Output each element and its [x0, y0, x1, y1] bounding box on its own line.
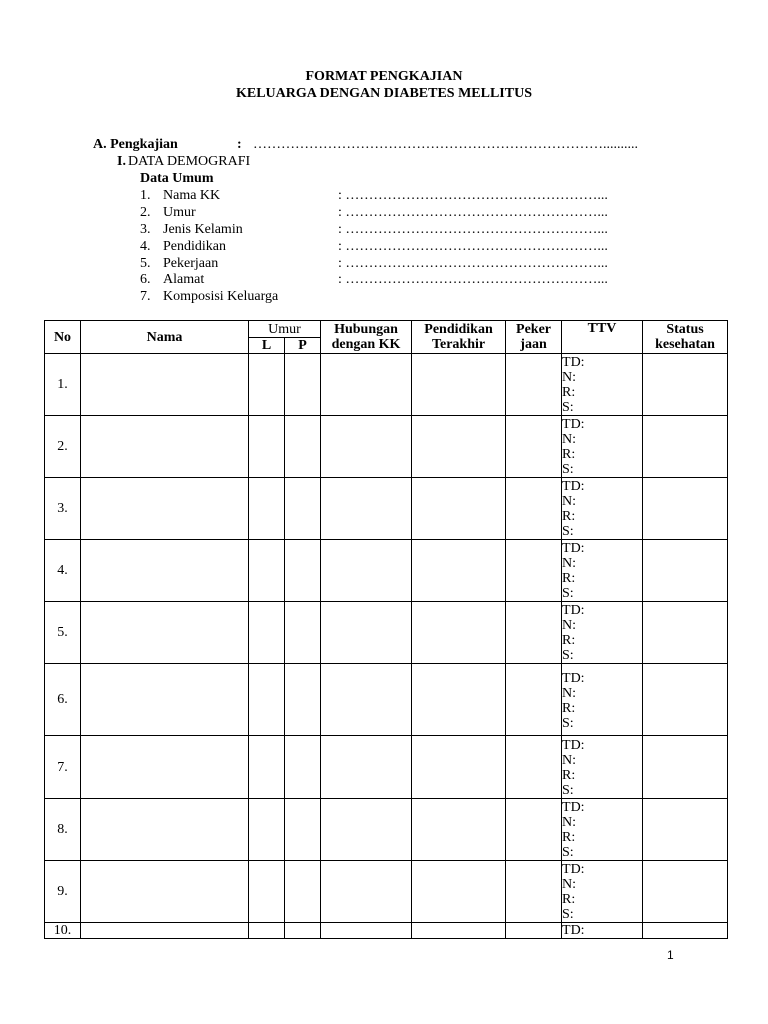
ttv-label: S: — [562, 715, 574, 731]
field-value: : ………………………………………………... — [338, 239, 608, 254]
table-row — [45, 861, 728, 923]
field-label: Nama KK — [163, 188, 221, 203]
cell-pekerjaan[interactable] — [506, 736, 562, 799]
field-number: 7. — [140, 289, 151, 304]
header-hubungan-line-1: Hubungan — [334, 322, 398, 337]
cell-status[interactable] — [643, 923, 728, 939]
ttv-label: N: — [562, 617, 577, 633]
field-value: : ………………………………………………... — [338, 222, 608, 237]
cell-no: 3. — [45, 478, 81, 540]
cell-hubungan[interactable] — [321, 540, 412, 602]
cell-umur-l[interactable] — [249, 602, 285, 664]
cell-pendidikan[interactable] — [412, 861, 506, 923]
ttv-label: N: — [562, 814, 577, 830]
cell-ttv[interactable] — [562, 602, 643, 664]
header-status — [643, 321, 728, 354]
ttv-label: R: — [562, 829, 576, 845]
cell-hubungan[interactable] — [321, 736, 412, 799]
title-line-1: FORMAT PENGKAJIAN — [305, 69, 463, 84]
cell-hubungan[interactable] — [321, 354, 412, 416]
cell-umur-l[interactable] — [249, 664, 285, 736]
cell-umur-p[interactable] — [285, 861, 321, 923]
cell-umur-l[interactable] — [249, 736, 285, 799]
ttv-label: R: — [562, 446, 576, 462]
field-value: : ………………………………………………... — [338, 205, 608, 220]
section-i-number: I. — [117, 154, 126, 169]
header-status-line-1: Status — [666, 322, 704, 337]
header-pendidikan-line-1: Pendidikan — [424, 322, 493, 337]
header-hubungan — [321, 321, 412, 354]
cell-pekerjaan[interactable] — [506, 664, 562, 736]
cell-umur-l[interactable] — [249, 478, 285, 540]
cell-pekerjaan[interactable] — [506, 602, 562, 664]
cell-hubungan[interactable] — [321, 416, 412, 478]
ttv-label: N: — [562, 493, 577, 509]
field-number: 2. — [140, 205, 151, 220]
cell-ttv[interactable] — [562, 416, 643, 478]
cell-no: 2. — [45, 416, 81, 478]
cell-no: 4. — [45, 540, 81, 602]
cell-umur-l[interactable] — [249, 540, 285, 602]
ttv-label: N: — [562, 369, 577, 385]
cell-umur-l[interactable] — [249, 799, 285, 861]
cell-ttv[interactable] — [562, 354, 643, 416]
cell-no: 1. — [45, 354, 81, 416]
cell-ttv[interactable] — [562, 923, 643, 939]
header-pekerjaan-line-1: Peker — [516, 322, 551, 337]
cell-umur-p[interactable] — [285, 354, 321, 416]
cell-umur-p[interactable] — [285, 736, 321, 799]
cell-nama[interactable] — [81, 923, 249, 939]
field-label: Umur — [163, 205, 196, 220]
header-ttv: TTV — [562, 321, 643, 354]
cell-umur-p[interactable] — [285, 923, 321, 939]
table-row — [45, 416, 728, 478]
ttv-label: S: — [562, 906, 574, 922]
cell-pekerjaan[interactable] — [506, 478, 562, 540]
cell-nama[interactable] — [81, 861, 249, 923]
family-composition-table — [44, 320, 728, 939]
ttv-label: S: — [562, 844, 574, 860]
header-status-line-2: kesehatan — [655, 337, 715, 352]
cell-no: 7. — [45, 736, 81, 799]
ttv-label: N: — [562, 876, 577, 892]
ttv-label: N: — [562, 685, 577, 701]
cell-umur-l[interactable] — [249, 861, 285, 923]
ttv-label: R: — [562, 891, 576, 907]
table-row — [45, 602, 728, 664]
cell-hubungan[interactable] — [321, 861, 412, 923]
table-row — [45, 923, 728, 939]
ttv-label: R: — [562, 570, 576, 586]
ttv-label: TD: — [562, 354, 585, 370]
ttv-label: R: — [562, 508, 576, 524]
title-line-2: KELUARGA DENGAN DIABETES MELLITUS — [235, 86, 532, 101]
cell-ttv[interactable] — [562, 664, 643, 736]
cell-umur-p[interactable] — [285, 416, 321, 478]
cell-nama[interactable] — [81, 354, 249, 416]
field-number: 4. — [140, 239, 151, 254]
field-value: : ………………………………………………... — [338, 188, 608, 203]
cell-pekerjaan[interactable] — [506, 540, 562, 602]
ttv-label: R: — [562, 700, 576, 716]
section-a-fill-line: ………………………………………………………………….......... — [253, 137, 638, 152]
cell-umur-p[interactable] — [285, 540, 321, 602]
field-number: 3. — [140, 222, 151, 237]
cell-hubungan[interactable] — [321, 602, 412, 664]
header-hubungan-line-2: dengan KK — [331, 337, 401, 352]
cell-status[interactable] — [643, 416, 728, 478]
cell-status[interactable] — [643, 861, 728, 923]
section-i-label: DATA DEMOGRAFI — [128, 154, 251, 169]
cell-umur-l[interactable] — [249, 416, 285, 478]
field-value: : ………………………………………………... — [338, 272, 608, 287]
field-number: 1. — [140, 188, 151, 203]
table-row — [45, 736, 728, 799]
cell-ttv[interactable] — [562, 799, 643, 861]
field-value: : ………………………………………………... — [338, 256, 608, 271]
cell-nama[interactable] — [81, 602, 249, 664]
ttv-label: TD: — [562, 478, 585, 494]
cell-pekerjaan[interactable] — [506, 354, 562, 416]
cell-hubungan[interactable] — [321, 664, 412, 736]
cell-pekerjaan[interactable] — [506, 923, 562, 939]
cell-umur-p[interactable] — [285, 799, 321, 861]
table-row — [45, 540, 728, 602]
cell-umur-p[interactable] — [285, 478, 321, 540]
cell-nama[interactable] — [81, 736, 249, 799]
cell-pendidikan[interactable] — [412, 736, 506, 799]
field-label: Jenis Kelamin — [163, 222, 243, 237]
ttv-label: N: — [562, 753, 577, 768]
cell-pendidikan[interactable] — [412, 354, 506, 416]
table-row — [45, 478, 728, 540]
cell-pendidikan[interactable] — [412, 602, 506, 664]
table-row — [45, 799, 728, 861]
header-pendidikan — [412, 321, 506, 354]
ttv-label: S: — [562, 399, 574, 415]
cell-status[interactable] — [643, 736, 728, 799]
cell-status[interactable] — [643, 799, 728, 861]
field-label: Pekerjaan — [163, 256, 219, 271]
table-body — [45, 354, 728, 939]
header-pendidikan-line-2: Terakhir — [431, 337, 486, 352]
header-pekerjaan — [506, 321, 562, 354]
cell-pendidikan[interactable] — [412, 923, 506, 939]
cell-pekerjaan[interactable] — [506, 861, 562, 923]
header-umur-p: P — [285, 338, 321, 354]
cell-pendidikan[interactable] — [412, 416, 506, 478]
cell-pendidikan[interactable] — [412, 540, 506, 602]
ttv-label: N: — [562, 555, 577, 571]
ttv-label: TD: — [562, 861, 585, 877]
cell-ttv[interactable] — [562, 478, 643, 540]
field-number: 6. — [140, 272, 151, 287]
header-umur: Umur — [249, 321, 321, 338]
page-number: 1 — [667, 948, 674, 962]
cell-no: 8. — [45, 799, 81, 861]
section-a-colon: : — [237, 137, 242, 152]
ttv-label: S: — [562, 461, 574, 477]
cell-nama[interactable] — [81, 540, 249, 602]
ttv-label: TD: — [562, 799, 585, 815]
cell-umur-p[interactable] — [285, 602, 321, 664]
cell-status[interactable] — [643, 664, 728, 736]
field-label: Komposisi Keluarga — [163, 289, 279, 304]
ttv-label: TD: — [562, 670, 585, 686]
header-no: No — [45, 321, 81, 354]
cell-hubungan[interactable] — [321, 923, 412, 939]
table-row — [45, 664, 728, 736]
data-umum-heading: Data Umum — [140, 171, 214, 186]
ttv-label: R: — [562, 632, 576, 648]
cell-no: 6. — [45, 664, 81, 736]
field-label: Pendidikan — [163, 239, 226, 254]
ttv-label: TD: — [562, 738, 585, 753]
ttv-label: TD: — [562, 416, 585, 432]
header-umur-l: L — [249, 338, 285, 354]
cell-umur-l[interactable] — [249, 923, 285, 939]
cell-ttv[interactable] — [562, 736, 643, 799]
ttv-label: R: — [562, 384, 576, 400]
cell-nama[interactable] — [81, 664, 249, 736]
cell-umur-l[interactable] — [249, 354, 285, 416]
ttv-label: TD: — [562, 540, 585, 556]
ttv-label: S: — [562, 783, 574, 798]
cell-pendidikan[interactable] — [412, 664, 506, 736]
ttv-label: TD: — [562, 923, 585, 938]
cell-pekerjaan[interactable] — [506, 799, 562, 861]
header-pekerjaan-line-2: jaan — [520, 337, 547, 352]
cell-umur-p[interactable] — [285, 664, 321, 736]
section-a-label: A. Pengkajian — [93, 137, 178, 152]
cell-no: 9. — [45, 861, 81, 923]
ttv-label: R: — [562, 768, 576, 783]
cell-nama[interactable] — [81, 799, 249, 861]
ttv-label: S: — [562, 585, 574, 601]
cell-pendidikan[interactable] — [412, 799, 506, 861]
cell-nama[interactable] — [81, 478, 249, 540]
cell-no: 5. — [45, 602, 81, 664]
cell-no: 10. — [45, 923, 81, 939]
cell-hubungan[interactable] — [321, 799, 412, 861]
ttv-label: S: — [562, 523, 574, 539]
cell-status[interactable] — [643, 354, 728, 416]
cell-pekerjaan[interactable] — [506, 416, 562, 478]
cell-nama[interactable] — [81, 416, 249, 478]
cell-pendidikan[interactable] — [412, 478, 506, 540]
field-number: 5. — [140, 256, 151, 271]
table-row — [45, 354, 728, 416]
cell-status[interactable] — [643, 540, 728, 602]
ttv-label: N: — [562, 431, 577, 447]
cell-ttv[interactable] — [562, 540, 643, 602]
header-nama: Nama — [81, 321, 249, 354]
ttv-label: S: — [562, 647, 574, 663]
cell-hubungan[interactable] — [321, 478, 412, 540]
cell-status[interactable] — [643, 478, 728, 540]
cell-status[interactable] — [643, 602, 728, 664]
ttv-label: TD: — [562, 602, 585, 618]
field-label: Alamat — [163, 272, 205, 287]
cell-ttv[interactable] — [562, 861, 643, 923]
